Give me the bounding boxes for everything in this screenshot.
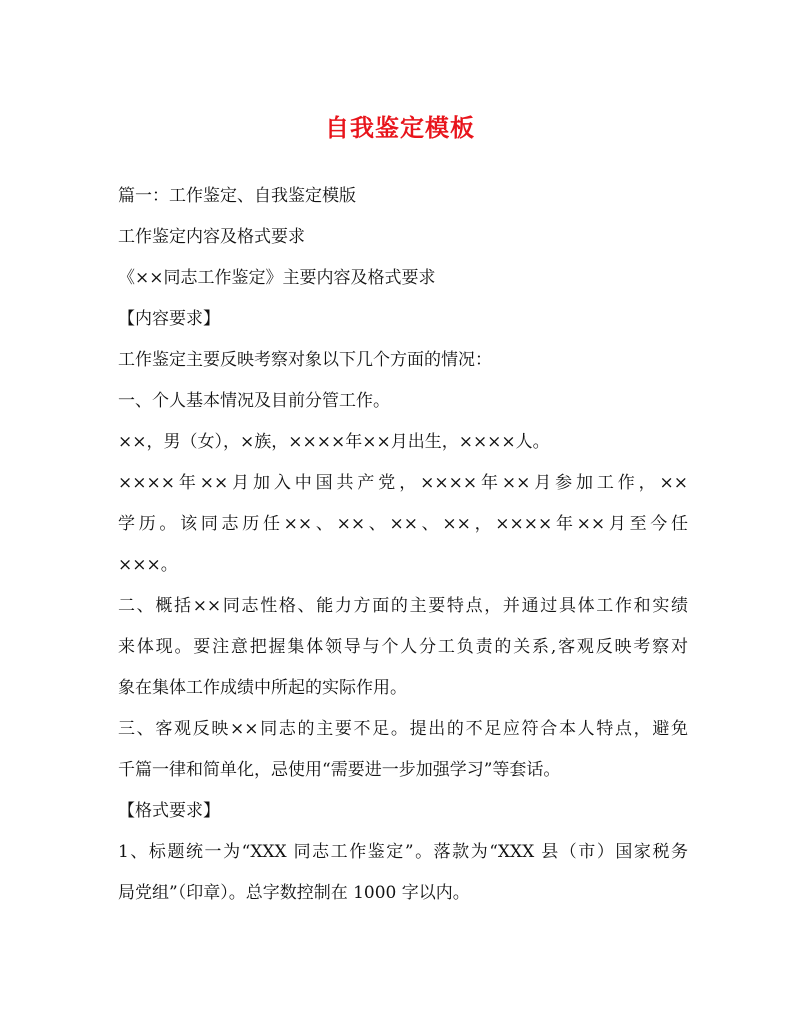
paragraph-line-13: 象在集体工作成绩中所起的实际作用。 bbox=[118, 678, 407, 698]
paragraph-line-2: 工作鉴定内容及格式要求 bbox=[118, 227, 305, 247]
paragraph-line-17: 1、标题统一为“XXX 同志工作鉴定”。落款为“XXX 县（市）国家税务 bbox=[118, 842, 688, 862]
paragraph-line-3: 《××同志工作鉴定》主要内容及格式要求 bbox=[118, 268, 436, 288]
paragraph-line-15: 千篇一律和简单化，忌使用“需要进一步加强学习”等套话。 bbox=[118, 760, 561, 780]
paragraph-line-12: 来体现。要注意把握集体领导与个人分工负责的关系,客观反映考察对 bbox=[118, 637, 688, 657]
paragraph-line-14: 三、客观反映××同志的主要不足。提出的不足应符合本人特点，避免 bbox=[118, 719, 688, 739]
paragraph-line-11: 二、概括××同志性格、能力方面的主要特点，并通过具体工作和实绩 bbox=[118, 596, 688, 616]
document-title: 自我鉴定模板 bbox=[325, 113, 475, 142]
paragraph-line-7: ××，男（女），×族，××××年××月出生，××××人。 bbox=[118, 432, 550, 452]
document-body bbox=[118, 176, 688, 914]
paragraph-line-6: 一、个人基本情况及目前分管工作。 bbox=[118, 391, 390, 411]
paragraph-line-8: ××××年××月加入中国共产党，××××年××月参加工作，×× bbox=[118, 473, 688, 493]
paragraph-line-10: ×××。 bbox=[118, 555, 178, 575]
paragraph-line-9: 学历。该同志历任××、××、××、××，××××年××月至今任 bbox=[118, 514, 688, 534]
paragraph-line-1: 篇一：工作鉴定、自我鉴定模版 bbox=[118, 186, 356, 206]
section-heading-content-requirements: 【内容要求】 bbox=[118, 309, 220, 329]
section-heading-format-requirements: 【格式要求】 bbox=[118, 801, 220, 821]
paragraph-line-18: 局党组”（印章）。总字数控制在 1000 字以内。 bbox=[118, 883, 470, 903]
paragraph-line-5: 工作鉴定主要反映考察对象以下几个方面的情况： bbox=[118, 350, 492, 370]
